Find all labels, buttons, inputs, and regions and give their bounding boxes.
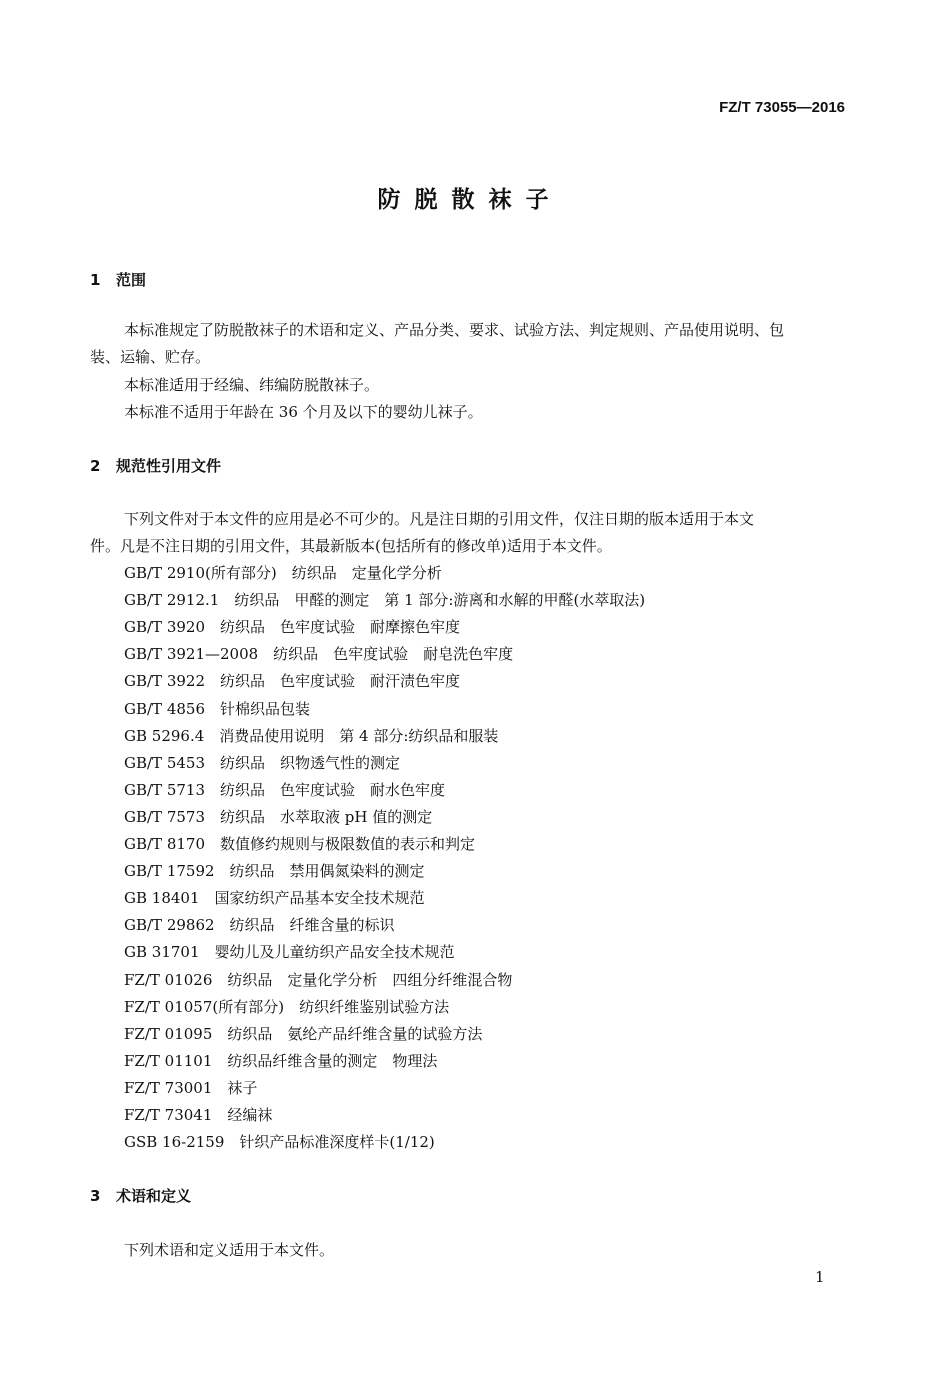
- reference-item: GB 5296.4 消费品使用说明 第 4 部分:纺织品和服装: [124, 726, 499, 745]
- reference-item: GSB 16-2159 针织产品标准深度样卡(1/12): [124, 1133, 435, 1152]
- document-title: 防脱散袜子: [377, 187, 563, 213]
- paragraph-line: 本标准不适用于年龄在 36 个月及以下的婴幼儿袜子。: [124, 403, 483, 421]
- reference-item: GB/T 17592 纺织品 禁用偶氮染料的测定: [124, 862, 425, 881]
- reference-item: GB/T 3922 纺织品 色牢度试验 耐汗渍色牢度: [124, 672, 461, 691]
- reference-item: GB 31701 婴幼儿及儿童纺织产品安全技术规范: [124, 943, 455, 962]
- reference-item: FZ/T 01057(所有部分) 纺织纤维鉴别试验方法: [124, 997, 450, 1016]
- section-number: 3: [90, 1187, 101, 1205]
- reference-item: GB/T 3920 纺织品 色牢度试验 耐摩擦色牢度: [124, 618, 461, 637]
- paragraph-line: 件。凡是不注日期的引用文件，其最新版本(包括所有的修改单)适用于本文件。: [90, 537, 612, 555]
- section-number: 1: [90, 271, 101, 289]
- paragraph-line: 下列术语和定义适用于本文件。: [124, 1241, 335, 1259]
- page-number: 1: [815, 1268, 825, 1286]
- reference-item: GB/T 5713 纺织品 色牢度试验 耐水色牢度: [124, 780, 446, 799]
- section-title: 规范性引用文件: [116, 457, 222, 475]
- section-title: 范围: [116, 271, 147, 289]
- reference-item: GB/T 8170 数值修约规则与极限数值的表示和判定: [124, 835, 476, 853]
- reference-item: GB/T 3921—2008 纺织品 色牢度试验 耐皂洗色牢度: [124, 645, 514, 664]
- standard-code: FZ/T 73055—2016: [719, 99, 845, 116]
- reference-item: GB/T 7573 纺织品 水萃取液 pH 值的测定: [124, 807, 433, 826]
- section-2-heading: [90, 456, 221, 476]
- reference-item: GB/T 4856 针棉织品包装: [124, 699, 311, 718]
- section-number: 2: [90, 457, 101, 475]
- reference-item: GB/T 29862 纺织品 纤维含量的标识: [124, 916, 395, 935]
- reference-item: GB/T 2910(所有部分) 纺织品 定量化学分析: [124, 564, 442, 582]
- reference-item: FZ/T 01095 纺织品 氨纶产品纤维含量的试验方法: [124, 1024, 483, 1043]
- reference-item: FZ/T 73041 经编袜: [124, 1106, 273, 1124]
- paragraph-line: 本标准适用于经编、纬编防脱散袜子。: [124, 376, 380, 394]
- section-1-heading: [90, 270, 146, 290]
- reference-item: GB/T 2912.1 纺织品 甲醛的测定 第 1 部分:游离和水解的甲醛(水萃取法): [124, 591, 646, 610]
- section-title: 术语和定义: [116, 1187, 192, 1205]
- reference-item: FZ/T 01101 纺织品纤维含量的测定 物理法: [124, 1051, 438, 1070]
- paragraph-line: 下列文件对于本文件的应用是必不可少的。凡是注日期的引用文件，仅注日期的版本适用于本文: [124, 510, 755, 528]
- reference-item: GB/T 5453 纺织品 织物透气性的测定: [124, 753, 401, 772]
- paragraph-line: 本标准规定了防脱散袜子的术语和定义、产品分类、要求、试验方法、判定规则、产品使用说明、包: [124, 321, 785, 339]
- reference-item: FZ/T 73001 袜子: [124, 1078, 258, 1097]
- reference-item: FZ/T 01026 纺织品 定量化学分析 四组分纤维混合物: [124, 970, 513, 989]
- reference-item: GB 18401 国家纺织产品基本安全技术规范: [124, 889, 425, 908]
- section-3-heading: [90, 1186, 191, 1206]
- paragraph-line: 装、运输、贮存。: [90, 348, 211, 366]
